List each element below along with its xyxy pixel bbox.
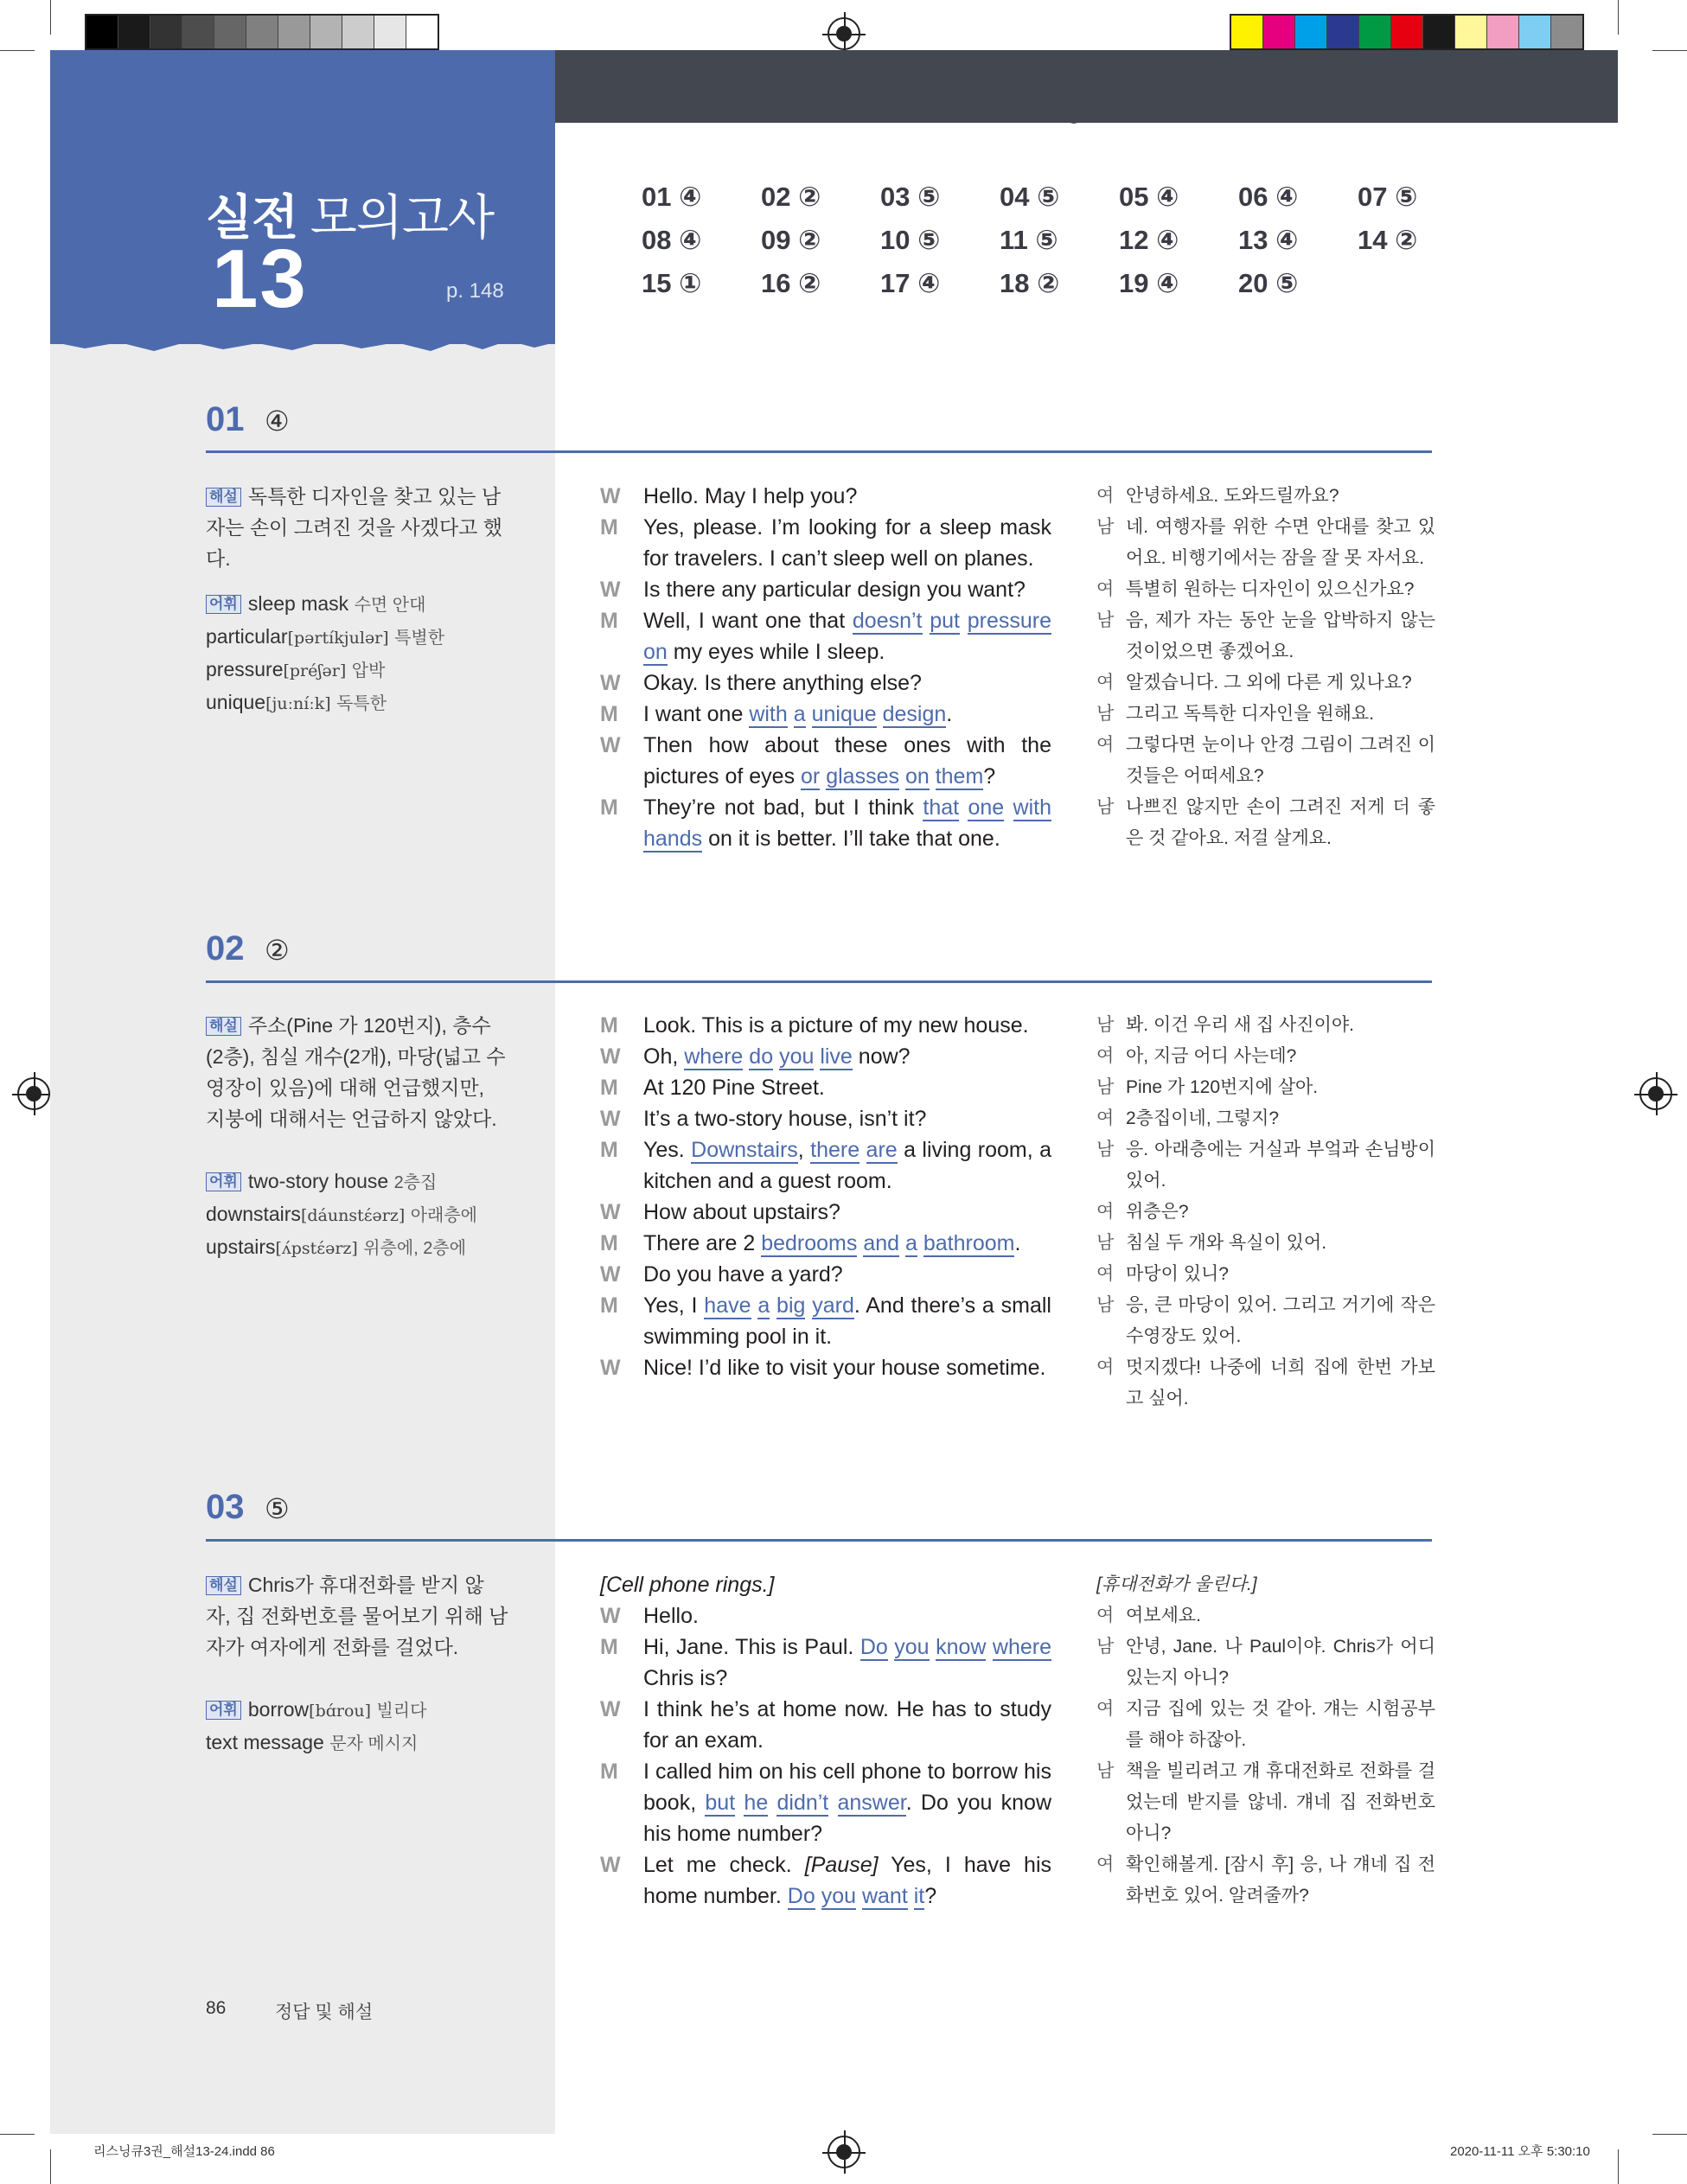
korean-line: 여 확인해볼게. [잠시 후] 응, 나 걔네 집 전화번호 있어. 알려줄까? <box>1096 1855 1435 1906</box>
page-reference: p. 148 <box>446 279 504 303</box>
answer-item: 11 ⑤ <box>1000 225 1058 255</box>
explanation-panel <box>206 1010 508 1264</box>
dialogue-line: W It’s a two-story house, isn’t it? <box>600 1107 927 1131</box>
answer-item: 16 ② <box>761 268 821 298</box>
crop-mark <box>0 50 35 51</box>
vocab-item: downstairs[dáunstέərz] 아래층에 <box>206 1203 477 1225</box>
grayscale-color-bar <box>85 14 439 50</box>
vocab-item: unique[juːníːk] 독특한 <box>206 691 387 713</box>
dialogue-line: M I want one with a unique design. <box>600 702 953 726</box>
dialogue-line: M Yes, please. I’m looking for a sleep mask for travelers. I can’t sleep well on planes. <box>600 515 1051 571</box>
question-number: 01 <box>206 400 245 438</box>
dialogue-line: M They’re not bad, but I think that one with hands on it is better. I’ll take that one. <box>600 795 1051 851</box>
dialogue-line: M I called him on his cell phone to borrow his book, but he didn’t answer. Do you know his home number? <box>600 1759 1052 1846</box>
question-number: 02 <box>206 929 245 967</box>
vocab-tag: 어휘 <box>206 595 241 614</box>
answer-item: 07 ⑤ <box>1358 182 1418 212</box>
korean-line: 여 여보세요. <box>1096 1606 1201 1625</box>
answer-item: 15 ① <box>642 268 702 298</box>
explanation: 해설 주소(Pine 가 120번지), 층수(2층), 침실 개수(2개), 마당(넓고 수영장이 있음)에 대해 언급했지만, 지붕에 대해서는 언급하지 않았다. <box>206 1014 506 1130</box>
page-number: 86 <box>206 1998 227 2018</box>
korean-line: 여 지금 집에 있는 것 같아. 걔는 시험공부를 해야 하잖아. <box>1096 1699 1435 1750</box>
test-title: 실전 모의고사 <box>206 190 495 245</box>
korean-line: 여 알겠습니다. 그 외에 다른 게 있나요? <box>1096 673 1412 693</box>
section-divider <box>206 1539 1432 1542</box>
dialogue-korean <box>1096 1569 1435 1912</box>
crop-mark <box>50 2149 51 2184</box>
test-number: 13 <box>212 233 308 325</box>
korean-line: 남 봐. 이건 우리 새 집 사진이야. <box>1096 1015 1354 1035</box>
vocab-tag: 어휘 <box>206 1172 241 1191</box>
explanation-panel <box>206 1569 508 1759</box>
footer-title: 정답 및 해설 <box>275 2002 374 2022</box>
dialogue-line: W Hello. May I help you? <box>600 484 858 508</box>
korean-line: 남 책을 빌리려고 걔 휴대전화로 전화를 걸었는데 받지를 않네. 걔네 집 전화번호 아니? <box>1096 1761 1435 1843</box>
vocab-list <box>206 588 508 719</box>
korean-line: 여 안녕하세요. 도와드릴까요? <box>1096 486 1339 506</box>
answer-item: 09 ② <box>761 225 821 255</box>
korean-stage-direction: [휴대전화가 울린다.] <box>1096 1574 1257 1594</box>
korean-line: 여 마당이 있니? <box>1096 1264 1229 1284</box>
registration-mark-left <box>17 1077 50 1110</box>
dialogue-line: W Hello. <box>600 1604 699 1628</box>
vocab-item: text message 문자 메시지 <box>206 1731 419 1753</box>
explanation-tag: 해설 <box>206 488 241 507</box>
crop-mark <box>0 2134 35 2135</box>
registration-mark-bottom <box>828 2136 860 2168</box>
explanation-tag: 해설 <box>206 1017 241 1036</box>
section-divider <box>206 450 1432 453</box>
explanation-tag: 해설 <box>206 1576 241 1595</box>
vocab-list <box>206 1165 508 1264</box>
dialogue-line: W Then how about these ones with the pictures of eyes or glasses on them? <box>600 733 1051 789</box>
vocab-tag: 어휘 <box>206 1701 241 1720</box>
answer-item: 03 ⑤ <box>880 182 941 212</box>
answer-item: 19 ④ <box>1119 268 1179 298</box>
answer-item: 20 ⑤ <box>1238 268 1299 298</box>
korean-line: 여 아, 지금 어디 사는데? <box>1096 1046 1297 1066</box>
vocab-item: particular[pərtíkjulər] 특별한 <box>206 625 445 648</box>
dialogue-line: M Hi, Jane. This is Paul. Do you know where Chris is? <box>600 1635 1051 1690</box>
answer-item: 10 ⑤ <box>880 225 941 255</box>
explanation-panel <box>206 481 508 719</box>
vocab-item: 어휘 two-story house 2층집 <box>206 1165 508 1198</box>
dialogue-line: W I think he’s at home now. He has to study for an exam. <box>600 1697 1051 1753</box>
korean-line: 남 Pine 가 120번지에 살아. <box>1096 1077 1319 1097</box>
answer-item: 18 ② <box>1000 268 1060 298</box>
dialogue-line: M Yes. Downstairs, there are a living room, a kitchen and a guest room. <box>600 1138 1051 1193</box>
dialogue-line: W How about upstairs? <box>600 1200 840 1224</box>
section-divider <box>206 980 1432 983</box>
korean-line: 여 위층은? <box>1096 1202 1189 1222</box>
korean-line: 남 응, 큰 마당이 있어. 그리고 거기에 작은 수영장도 있어. <box>1096 1295 1435 1346</box>
korean-line: 남 응. 아래층에는 거실과 부엌과 손님방이 있어. <box>1096 1140 1435 1191</box>
dialogue-line: W Do you have a yard? <box>600 1262 843 1287</box>
answer-item: 17 ④ <box>880 268 941 298</box>
dialogue-line: W Is there any particular design you want? <box>600 578 1026 602</box>
korean-line: 남 침실 두 개와 욕실이 있어. <box>1096 1233 1327 1253</box>
dialogue-line: M Look. This is a picture of my new house. <box>600 1013 1029 1038</box>
answer-item: 12 ④ <box>1119 225 1179 255</box>
crop-mark <box>50 0 51 35</box>
answer-item: 06 ④ <box>1238 182 1299 212</box>
answer-item: 01 ④ <box>642 182 702 212</box>
crop-mark <box>1652 50 1687 51</box>
vocab-item: upstairs[ʌ́pstέərz] 위층에, 2층에 <box>206 1236 467 1258</box>
dialogue-korean <box>1096 1010 1435 1414</box>
dialogue-line: M Well, I want one that doesn’t put pressure on my eyes while I sleep. <box>600 609 1052 664</box>
dialogue-korean <box>1096 481 1435 854</box>
answer-item: 04 ⑤ <box>1000 182 1060 212</box>
answer-item: 13 ④ <box>1238 225 1299 255</box>
answer-item: 08 ④ <box>642 225 702 255</box>
dialogue-line: W Nice! I’d like to visit your house sometime. <box>600 1356 1046 1380</box>
registration-mark-top <box>828 17 860 50</box>
vocab-item: 어휘 borrow[bɑ́rou] 빌리다 <box>206 1694 508 1727</box>
dialogue-english <box>600 481 1051 854</box>
explanation: 해설 독특한 디자인을 찾고 있는 남자는 손이 그려진 것을 사겠다고 했다. <box>206 485 503 570</box>
dialogue-line: W Oh, where do you live now? <box>600 1044 911 1069</box>
korean-line: 여 2층집이네, 그렇지? <box>1096 1108 1280 1128</box>
question-number: 03 <box>206 1488 245 1526</box>
korean-line: 여 특별히 원하는 디자인이 있으신가요? <box>1096 579 1415 599</box>
korean-line: 여 멋지겠다! 나중에 너희 집에 한번 가보고 싶어. <box>1096 1357 1435 1408</box>
registration-mark-right <box>1639 1077 1672 1110</box>
stage-direction: [Cell phone rings.] <box>600 1573 775 1597</box>
korean-line: 남 안녕, Jane. 나 Paul이야. Chris가 어디 있는지 아니? <box>1096 1637 1435 1688</box>
korean-line: 여 그렇다면 눈이나 안경 그림이 그려진 이것들은 어떠세요? <box>1096 735 1435 786</box>
korean-line: 남 음, 제가 자는 동안 눈을 압박하지 않는 것이었으면 좋겠어요. <box>1096 610 1435 661</box>
answer-item: 05 ④ <box>1119 182 1179 212</box>
dialogue-line: W Let me check. [Pause] Yes, I have his home number. Do you want it? <box>600 1853 1051 1908</box>
answer-item: 02 ② <box>761 182 821 212</box>
dialogue-line: M There are 2 bedrooms and a bathroom. <box>600 1231 1021 1255</box>
cmyk-color-bar <box>1230 14 1584 50</box>
korean-line: 남 나쁘진 않지만 손이 그려진 저게 더 좋은 것 같아요. 저걸 살게요. <box>1096 797 1435 848</box>
header-dark-band <box>555 50 1618 123</box>
korean-line: 남 네. 여행자를 위한 수면 안대를 찾고 있어요. 비행기에서는 잠을 잘 못 자서요. <box>1096 517 1435 568</box>
explanation: 해설 Chris가 휴대전화를 받지 않자, 집 전화번호를 물어보기 위해 남자가 여자에게 전화를 걸었다. <box>206 1574 508 1658</box>
vocab-item: 어휘 sleep mask 수면 안대 <box>206 588 508 621</box>
korean-line: 남 그리고 독특한 디자인을 원해요. <box>1096 704 1375 724</box>
vocab-item: pressure[préʃər] 압박 <box>206 658 386 680</box>
print-slug-filename: 리스닝큐3권_해설13-24.indd 86 <box>93 2144 275 2159</box>
dialogue-line: W Okay. Is there anything else? <box>600 671 922 695</box>
answer-item: 14 ② <box>1358 225 1418 255</box>
dialogue-line: M At 120 Pine Street. <box>600 1076 825 1100</box>
vocab-list <box>206 1694 508 1759</box>
question-answer: ⑤ <box>265 1493 290 1524</box>
dialogue-line: M Yes, I have a big yard. And there’s a small swimming pool in it. <box>600 1293 1051 1349</box>
print-slug-timestamp: 2020-11-11 오후 5:30:10 <box>1450 2144 1590 2159</box>
dialogue-english <box>600 1569 1051 1912</box>
dialogue-english <box>600 1010 1051 1383</box>
crop-mark <box>1652 2134 1687 2135</box>
crop-mark <box>1618 2149 1619 2184</box>
question-answer: ② <box>265 935 290 966</box>
crop-mark <box>1618 0 1619 35</box>
question-answer: ④ <box>265 406 290 437</box>
